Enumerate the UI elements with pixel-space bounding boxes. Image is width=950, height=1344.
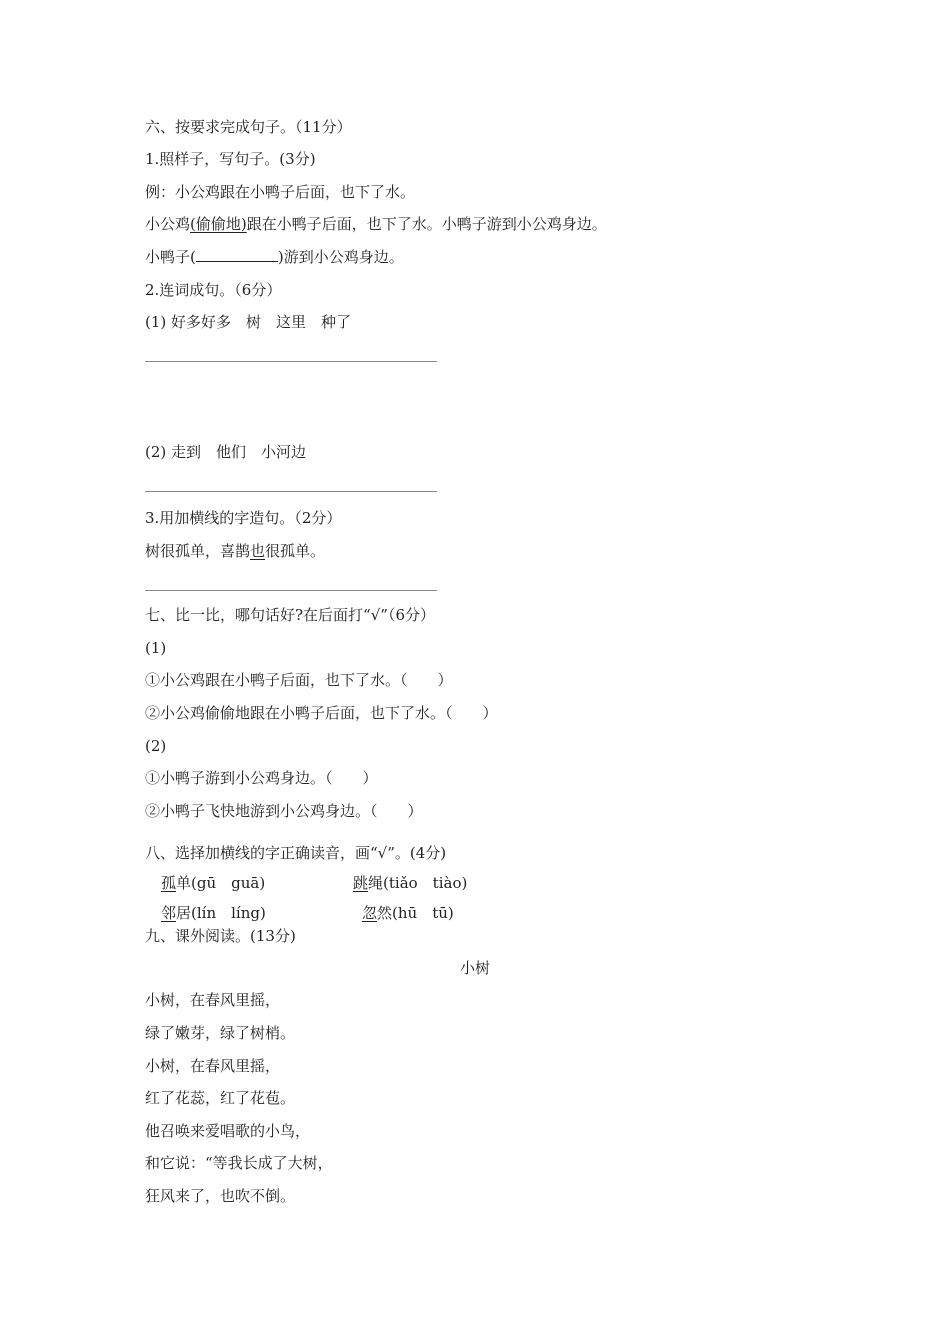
word-order-item-1: (1) 好多好多 树 这里 种了: [145, 313, 352, 331]
poem-line-5: 他召唤来爱唱歌的小鸟，: [145, 1122, 311, 1140]
choice-2a: ①小鸭子游到小公鸡身边。（ ）: [145, 769, 378, 787]
group-1-label: (1): [145, 639, 167, 657]
example-sentence: 例：小公鸡跟在小鸭子后面，也下了水。: [145, 183, 416, 201]
section-7-heading: 七、比一比，哪句话好?在后面打“√”（6分）: [145, 606, 435, 624]
q3-post: 很孤单。: [265, 542, 326, 560]
answer-line-1[interactable]: [145, 361, 437, 362]
pinyin-item-3: [161, 903, 266, 923]
pinyin-item-2-char: 跳: [353, 874, 369, 892]
answer-line-2[interactable]: [145, 491, 437, 492]
task-sentence: [145, 247, 404, 267]
poem-line-7: 狂风来了，也吹不倒。: [145, 1187, 296, 1205]
sentence-with-underlined-word: [145, 541, 325, 561]
pinyin-item-1-rest: 单: [176, 874, 192, 892]
task-pre: 小鸭子(: [145, 248, 196, 266]
pinyin-item-2: [353, 873, 467, 893]
choice-1b: ②小公鸡偷偷地跟在小鸭子后面，也下了水。（ ）: [145, 704, 498, 722]
poem-line-4: 红了花蕊，红了花苞。: [145, 1089, 296, 1107]
pinyin-item-2-rest: 绳: [368, 874, 384, 892]
pinyin-item-1-char: 孤: [161, 874, 177, 892]
poem-title: 小树: [459, 959, 490, 977]
answer-blank[interactable]: [196, 247, 278, 262]
task-post: )游到小公鸡身边。: [277, 248, 404, 266]
section-6-heading: 六、按要求完成句子。（11分）: [145, 118, 352, 136]
pinyin-item-4: [362, 903, 454, 923]
model-underlined-word: (偷偷地): [190, 215, 247, 233]
poem-line-1: 小树，在春风里摇，: [145, 991, 281, 1009]
pinyin-item-3-rest: 居: [176, 904, 192, 922]
answer-line-3[interactable]: [145, 590, 437, 591]
pinyin-item-3-char: 邻: [161, 904, 177, 922]
poem-line-2: 绿了嫩芽，绿了树梢。: [145, 1024, 296, 1042]
section-8-heading: 八、选择加横线的字正确读音，画“√”。(4分): [145, 844, 447, 862]
model-sentence: [145, 214, 607, 234]
pinyin-item-2-options[interactable]: (tiǎo tiào): [383, 874, 468, 892]
pinyin-item-1-options[interactable]: (gū guā): [191, 874, 266, 892]
poem-line-3: 小树，在春风里摇，: [145, 1057, 281, 1075]
pinyin-item-4-char: 忽: [362, 904, 378, 922]
pinyin-item-1: [161, 873, 265, 893]
q3-underlined-word: 也: [250, 542, 266, 560]
choice-1a: ①小公鸡跟在小鸭子后面，也下了水。（ ）: [145, 671, 453, 689]
question-6-3-title: 3.用加横线的字造句。（2分）: [145, 509, 342, 527]
section-9-heading: 九、课外阅读。(13分): [145, 927, 296, 945]
group-2-label: (2): [145, 737, 167, 755]
model-pre: 小公鸡: [145, 215, 191, 233]
pinyin-item-4-options[interactable]: (hū tū): [392, 904, 454, 922]
question-6-1-title: 1.照样子，写句子。(3分): [145, 150, 316, 168]
poem-line-6: 和它说：“等我长成了大树，: [145, 1154, 333, 1172]
choice-2b: ②小鸭子飞快地游到小公鸡身边。（ ）: [145, 802, 423, 820]
q3-pre: 树很孤单，喜鹊: [145, 542, 251, 560]
model-post: 跟在小鸭子后面，也下了水。小鸭子游到小公鸡身边。: [246, 215, 607, 233]
pinyin-item-3-options[interactable]: (lín líng): [191, 904, 266, 922]
question-6-2-title: 2.连词成句。（6分）: [145, 281, 282, 299]
pinyin-item-4-rest: 然: [377, 904, 393, 922]
word-order-item-2: (2) 走到 他们 小河边: [145, 443, 307, 461]
